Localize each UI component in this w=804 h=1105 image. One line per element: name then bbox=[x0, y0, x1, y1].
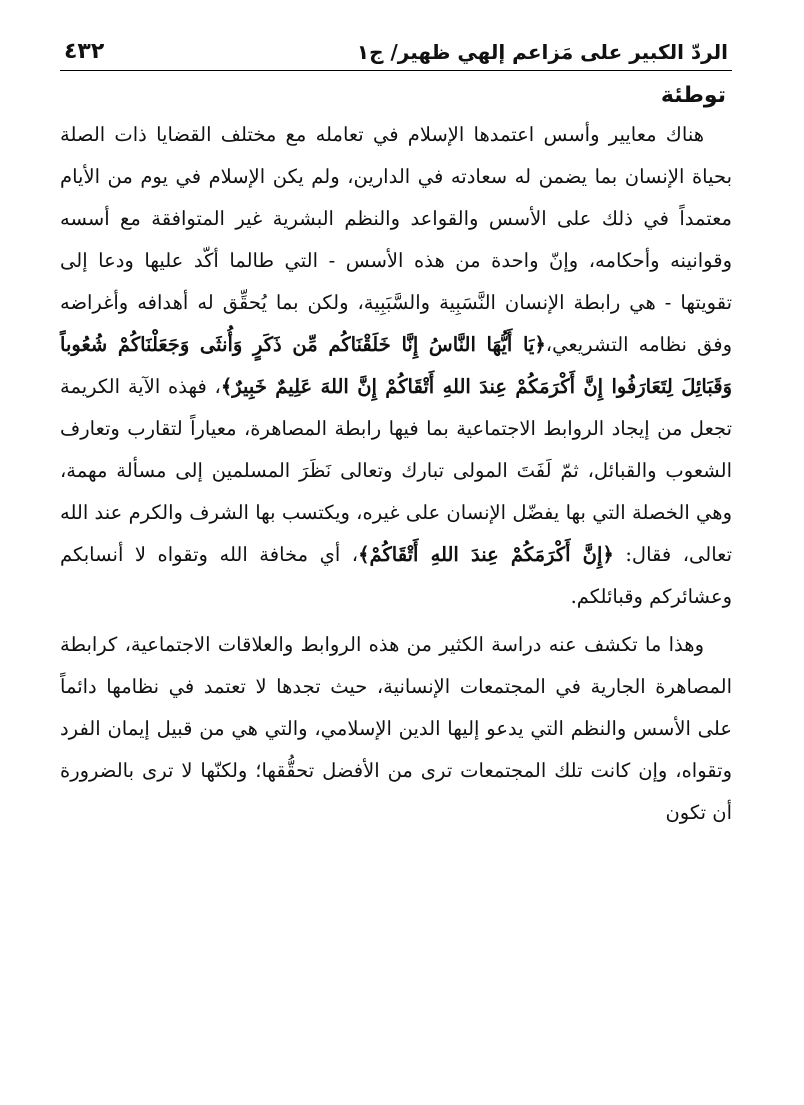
page-header bbox=[60, 20, 732, 64]
page-number: ٤٣٢ bbox=[64, 39, 105, 64]
paragraph-1-text-c: ، أي مخافة الله وتقواه لا أنسابكم وعشائركم وقبائلكم. bbox=[60, 543, 732, 608]
quran-verse-1: ﴿يَا أَيُّهَا النَّاسُ إِنَّا خَلَقْنَاكُم مِّن ذَكَرٍ وَأُنثَى وَجَعَلْنَاكُمْ شُعُوباً وَقَبَائِلَ لِتَعَارَفُوا إِنَّ أَكْرَمَكُمْ عِندَ اللهِ أَتْقَاكُمْ إِنَّ اللهَ عَلِيمٌ خَبِيرٌ﴾ bbox=[60, 333, 732, 398]
book-page bbox=[60, 20, 732, 834]
paragraph-1-text-a: هناك معايير وأسس اعتمدها الإسلام في تعامله مع مختلف القضايا ذات الصلة بحياة الإنسان بما يضمن له سعادته في الدارين، ولم يكن الإسلام في يوم من الأيام معتمداً في ذلك على الأسس والقواعد والنظم البشرية غير المتوافقة مع أسسه وقوانينه وأحكامه، وإنّ واحدة من هذه الأسس - التي طالما أكّد عليها ودعا إلى تقويتها - هي رابطة الإنسان النَّسَبِية والسَّبَبِية، ولكن بما يُحقِّق له أهدافه وأغراضه وفق نظامه التشريعي، bbox=[60, 123, 732, 356]
paragraph-1-text-b: ، فهذه الآية الكريمة تجعل من إيجاد الروابط الاجتماعية بما فيها رابطة المصاهرة، معياراً لتقارب وتعارف الشعوب والقبائل، ثمّ لَفَتَ المولى تبارك وتعالى نَظَرَ المسلمين إلى مسألة مهمة، وهي الخصلة التي بها يفضّل الإنسان على غيره، ويكتسب بها الشرف والكرم عند الله تعالى، فقال: bbox=[60, 375, 732, 566]
quran-verse-2: ﴿إِنَّ أَكْرَمَكُمْ عِندَ اللهِ أَتْقَاكُمْ﴾ bbox=[358, 543, 614, 566]
running-title: الردّ الكبير على مَزاعم إلهي ظهير/ ج١ bbox=[356, 40, 728, 64]
paragraph-1 bbox=[60, 114, 732, 618]
header-rule bbox=[60, 70, 732, 71]
paragraph-2: وهذا ما تكشف عنه دراسة الكثير من هذه الروابط والعلاقات الاجتماعية، كرابطة المصاهرة الجارية في المجتمعات الإنسانية، حيث تجدها لا تعتمد في نظامها دائماً على الأسس والنظم التي يدعو إليها الدين الإسلامي، والتي هي من قبيل إيمان الفرد وتقواه، وإن كانت تلك المجتمعات ترى من الأفضل تحقُّقها؛ ولكنّها لا ترى بالضرورة أن تكون bbox=[60, 633, 732, 824]
section-heading: توطئة bbox=[660, 83, 726, 108]
